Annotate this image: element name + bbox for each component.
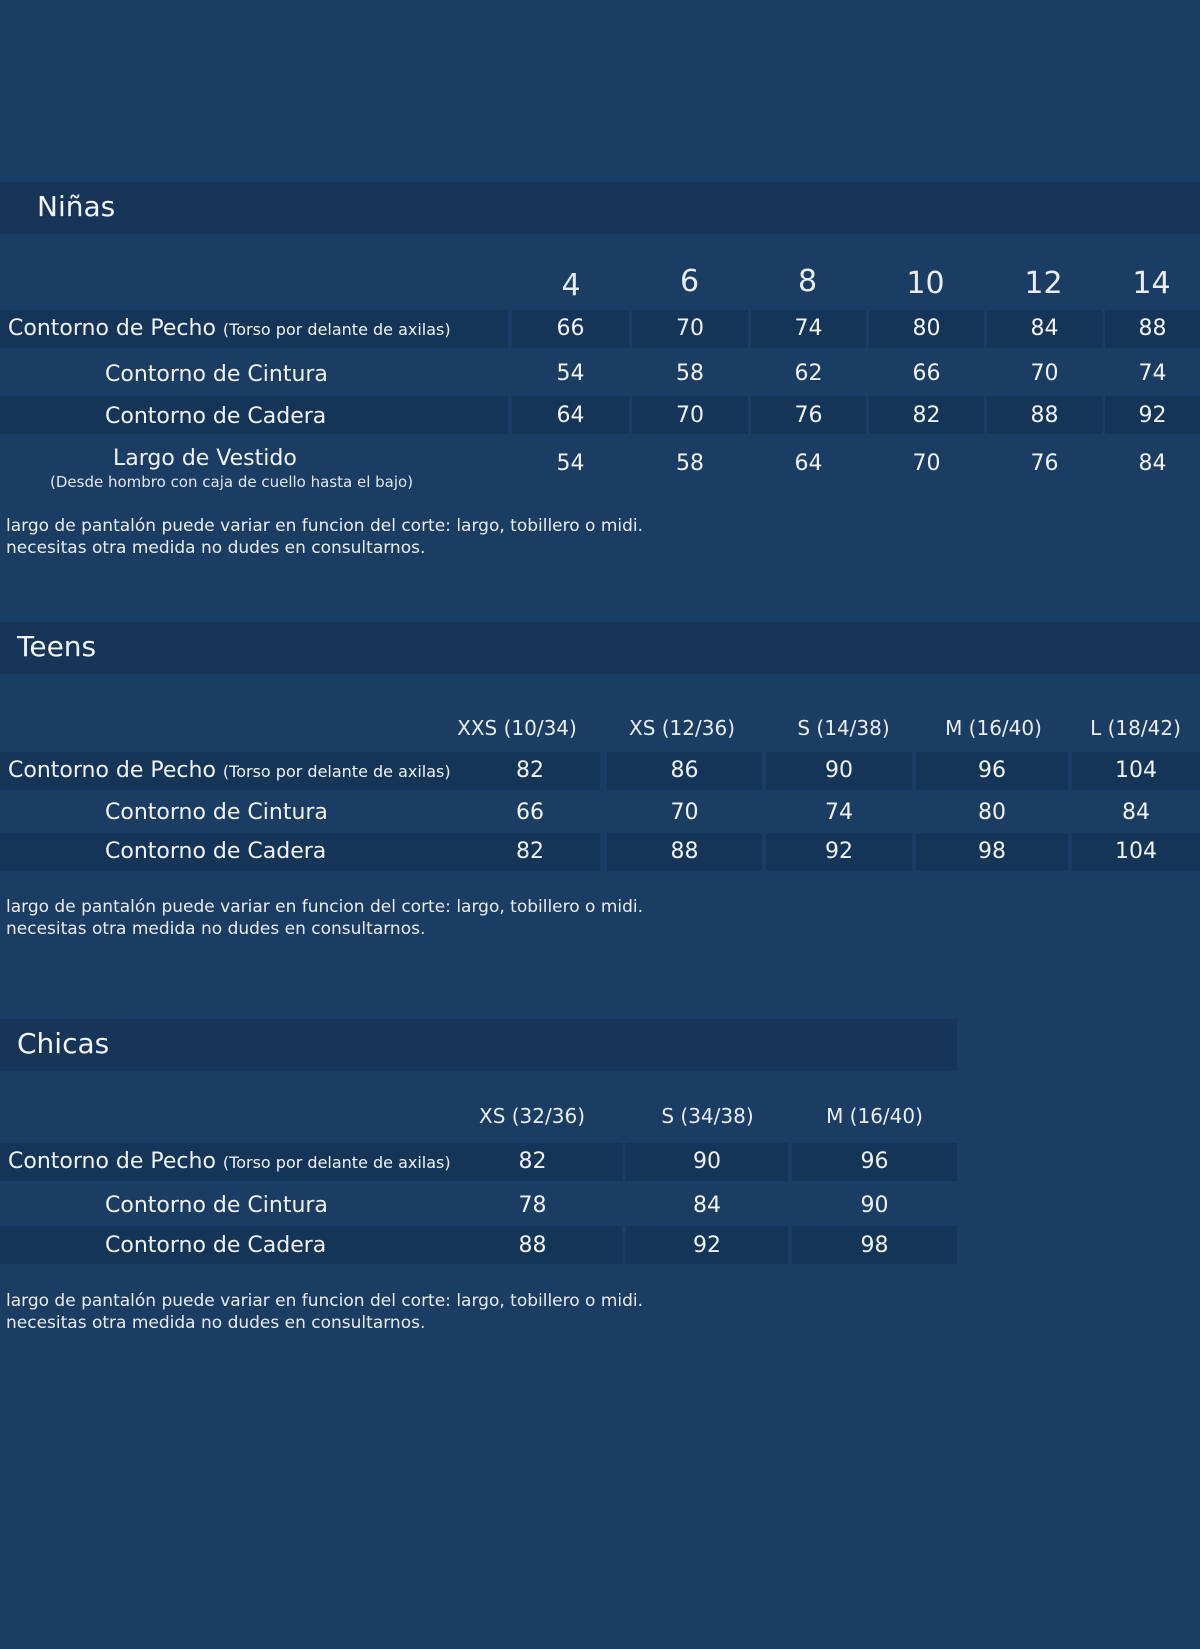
cell-value: 88 [518,1233,547,1258]
section-title-chicas: Chicas [17,1027,110,1060]
footnote-line: largo de pantalón puede variar en funcion del corte: largo, tobillero o midi. [6,1291,644,1311]
cell-value: 70 [670,800,699,825]
cell-value: 70 [676,316,704,341]
cell-value: 66 [912,361,941,386]
row-label-cadera: Contorno de Cadera [105,839,327,864]
row-label-cintura: Contorno de Cintura [105,1193,328,1218]
cell-value: 104 [1115,758,1157,783]
cell-value: 90 [860,1193,889,1218]
cell-value: 64 [556,403,585,428]
size-header: L (18/42) [1090,716,1181,740]
cell-value: 66 [556,316,585,341]
section-bar-teens [0,622,1200,674]
row-label-cintura: Contorno de Cintura [105,800,328,825]
cell-value: 58 [676,451,704,476]
cell-value: 82 [516,758,544,783]
cell-value: 86 [670,758,699,783]
footnote-line: largo de pantalón puede variar en funcion del corte: largo, tobillero o midi. [6,897,644,917]
cell-value: 80 [912,316,941,341]
size-header: M (16/40) [945,716,1042,740]
cell-value: 80 [978,800,1006,825]
cell-value: 84 [693,1193,721,1218]
cell-value: 74 [825,800,853,825]
size-header: 10 [906,266,945,301]
footnote-line: necesitas otra medida no dudes en consultarnos. [6,538,426,558]
cell-value: 58 [676,361,704,386]
cell-value: 98 [860,1233,889,1258]
cell-value: 76 [1030,451,1059,476]
footnote-line: necesitas otra medida no dudes en consultarnos. [6,1313,426,1333]
cell-value: 92 [825,839,853,864]
cell-value: 78 [518,1193,547,1218]
row-label-cadera: Contorno de Cadera [105,404,327,429]
footnote-line: necesitas otra medida no dudes en consultarnos. [6,919,426,939]
cell-value: 82 [518,1149,547,1174]
row-label-cadera: Contorno de Cadera [105,1233,327,1258]
cell-value: 84 [1030,316,1059,341]
row-label-pecho: Contorno de Pecho (Torso por delante de axilas) [8,1149,451,1174]
row-label-largo: Largo de Vestido [113,446,297,471]
size-header: XXS (10/34) [457,716,577,740]
section-bar-chicas [0,1019,957,1071]
cell-value: 90 [693,1149,721,1174]
section-bar-ninas [0,182,1200,234]
cell-value: 74 [1138,361,1167,386]
cell-value: 98 [978,839,1006,864]
cell-value: 84 [1122,800,1150,825]
size-header: 14 [1132,266,1171,301]
size-header: 4 [561,268,581,303]
footnote-line: largo de pantalón puede variar en funcion del corte: largo, tobillero o midi. [6,516,644,536]
size-header: 6 [679,264,700,299]
cell-value: 70 [1030,361,1059,386]
size-header: 12 [1024,266,1063,301]
cell-value: 54 [556,361,585,386]
cell-value: 64 [794,451,823,476]
size-header: S (14/38) [797,716,890,740]
cell-value: 70 [912,451,941,476]
row-sublabel-largo: (Desde hombro con caja de cuello hasta el bajo) [50,473,414,491]
cell-value: 96 [978,758,1006,783]
cell-value: 96 [860,1149,889,1174]
row-label-pecho: Contorno de Pecho (Torso por delante de axilas) [8,316,451,341]
cell-value: 82 [912,403,941,428]
cell-value: 92 [1138,403,1167,428]
row-label-pecho: Contorno de Pecho (Torso por delante de axilas) [8,758,451,783]
cell-value: 82 [516,839,544,864]
cell-value: 88 [670,839,699,864]
cell-value: 70 [676,403,704,428]
cell-value: 76 [794,403,823,428]
cell-value: 88 [1030,403,1059,428]
cell-value: 104 [1115,839,1157,864]
row-label-cintura: Contorno de Cintura [105,362,328,387]
cell-value: 74 [794,316,823,341]
cell-value: 62 [794,361,823,386]
cell-value: 88 [1138,316,1167,341]
cell-value: 90 [825,758,853,783]
section-title-teens: Teens [17,630,97,663]
cell-value: 84 [1138,451,1167,476]
section-title-ninas: Niñas [37,190,116,223]
cell-value: 92 [693,1233,721,1258]
size-header: XS (12/36) [629,716,735,740]
cell-value: 54 [556,451,585,476]
size-header: 8 [797,264,818,299]
cell-value: 66 [516,800,544,825]
size-header: XS (32/36) [479,1104,585,1128]
size-header: S (34/38) [661,1104,754,1128]
size-header: M (16/40) [826,1104,923,1128]
